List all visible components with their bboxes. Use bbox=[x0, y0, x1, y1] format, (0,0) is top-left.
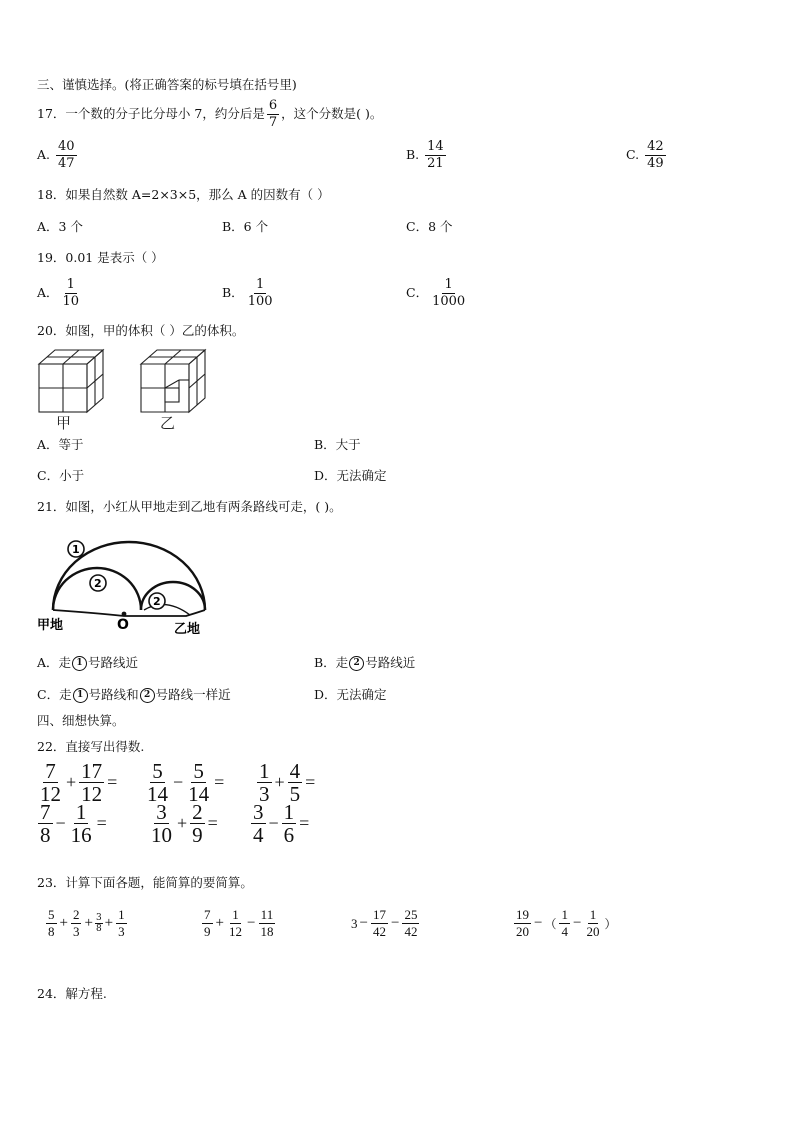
q21-option-b: B．走 2 号路线近 bbox=[314, 655, 416, 670]
q22-item-1: $\frac{7}{12}$ + $\frac{17}{12}$ = bbox=[40, 759, 118, 806]
q17-option-c: C. $\frac{42}{49}$ bbox=[626, 139, 664, 171]
q17-text-post: ，这个分数是( )。 bbox=[281, 106, 383, 121]
question-21: 21．如图，小红从甲地走到乙地有两条路线可走，( )。 bbox=[37, 499, 342, 514]
q19-option-b: B． $\frac{1}{100}$ bbox=[222, 277, 273, 309]
q23-expression-3: 3 − $\frac{17}{42}$ − $\frac{25}{42}$ bbox=[351, 907, 418, 939]
q21-option-d: D．无法确定 bbox=[314, 687, 387, 702]
q21-route1-marker: 1 bbox=[72, 543, 80, 556]
q21-route2-marker-right: 2 bbox=[153, 595, 161, 608]
q22-item-4: $\frac{7}{8}$ − $\frac{1}{16}$ = bbox=[40, 800, 107, 847]
q20-option-b: B．大于 bbox=[314, 437, 361, 452]
question-19: 19．0.01 是表示（ ） bbox=[37, 250, 164, 265]
q18-option-b: B．6 个 bbox=[222, 219, 269, 234]
q20-option-d: D．无法确定 bbox=[314, 468, 387, 483]
q17-option-a: A. $\frac{40}{47}$ bbox=[37, 139, 75, 171]
q20-label-jia: 甲 bbox=[56, 414, 72, 432]
q23-expression-2: $\frac{7}{9}$ + $\frac{1}{12}$ − $\frac{11}{18}$ bbox=[204, 907, 274, 939]
question-18: 18．如果自然数 A=2×3×5，那么 A 的因数有（ ） bbox=[37, 187, 330, 202]
q21-option-a: A．走 1 号路线近 bbox=[37, 655, 139, 670]
route-2-circle-icon: 2 bbox=[140, 688, 155, 703]
q18-option-c: C．8 个 bbox=[406, 219, 453, 234]
q21-route2-marker-left: 2 bbox=[94, 577, 102, 590]
q22-item-3: $\frac{1}{3}$ + $\frac{4}{5}$ = bbox=[259, 759, 316, 806]
q22-item-2: $\frac{5}{14}$ − $\frac{5}{14}$ = bbox=[147, 759, 225, 806]
question-24: 24．解方程. bbox=[37, 986, 107, 1001]
q21-label-end: 乙地 bbox=[174, 622, 201, 637]
q22-item-5: $\frac{3}{10}$ + $\frac{2}{9}$ = bbox=[151, 800, 218, 847]
q19-option-a: A． $\frac{1}{10}$ bbox=[37, 277, 80, 309]
q23-expression-4: $\frac{19}{20}$ − （ $\frac{1}{4}$ − $\frac{1}{20}$ ） bbox=[516, 907, 617, 939]
q20-label-yi: 乙 bbox=[160, 414, 176, 432]
q20-option-a: A．等于 bbox=[37, 437, 84, 452]
question-22: 22．直接写出得数. bbox=[37, 739, 145, 754]
q22-item-6: $\frac{3}{4}$ − $\frac{1}{6}$ = bbox=[253, 800, 310, 847]
q21-label-center: O bbox=[117, 617, 129, 633]
q17-text-pre: 17．一个数的分子比分母小 7，约分后是 bbox=[37, 106, 265, 121]
q20-cube-figure bbox=[36, 346, 211, 432]
route-1-circle-icon: 1 bbox=[72, 656, 87, 671]
q17-option-b: B. $\frac{14}{21}$ bbox=[406, 139, 444, 171]
q21-label-start: 甲地 bbox=[37, 618, 64, 633]
q21-option-c: C．走 1 号路线和 2 号路线一样近 bbox=[37, 687, 231, 702]
q21-route-figure bbox=[36, 537, 216, 637]
question-23: 23．计算下面各题，能简算的要简算。 bbox=[37, 875, 253, 890]
q20-option-c: C．小于 bbox=[37, 468, 85, 483]
route-2-circle-icon: 2 bbox=[349, 656, 364, 671]
q18-option-a: A．3 个 bbox=[37, 219, 83, 234]
q17-fraction: $\frac{6}{7}$ bbox=[268, 98, 278, 130]
section-3-title: 三、谨慎选择。(将正确答案的标号填在括号里) bbox=[37, 77, 297, 92]
q19-option-c: C． $\frac{1}{1000}$ bbox=[406, 277, 466, 309]
section-4-title: 四、细想快算。 bbox=[37, 713, 125, 728]
question-17 bbox=[37, 99, 382, 130]
q23-expression-1: $\frac{5}{8}$ + $\frac{2}{3}$ + $\frac{3}{8}$ + $\frac{1}{3}$ bbox=[48, 907, 125, 939]
question-20: 20．如图，甲的体积（ ）乙的体积。 bbox=[37, 323, 245, 338]
route-1-circle-icon: 1 bbox=[73, 688, 88, 703]
